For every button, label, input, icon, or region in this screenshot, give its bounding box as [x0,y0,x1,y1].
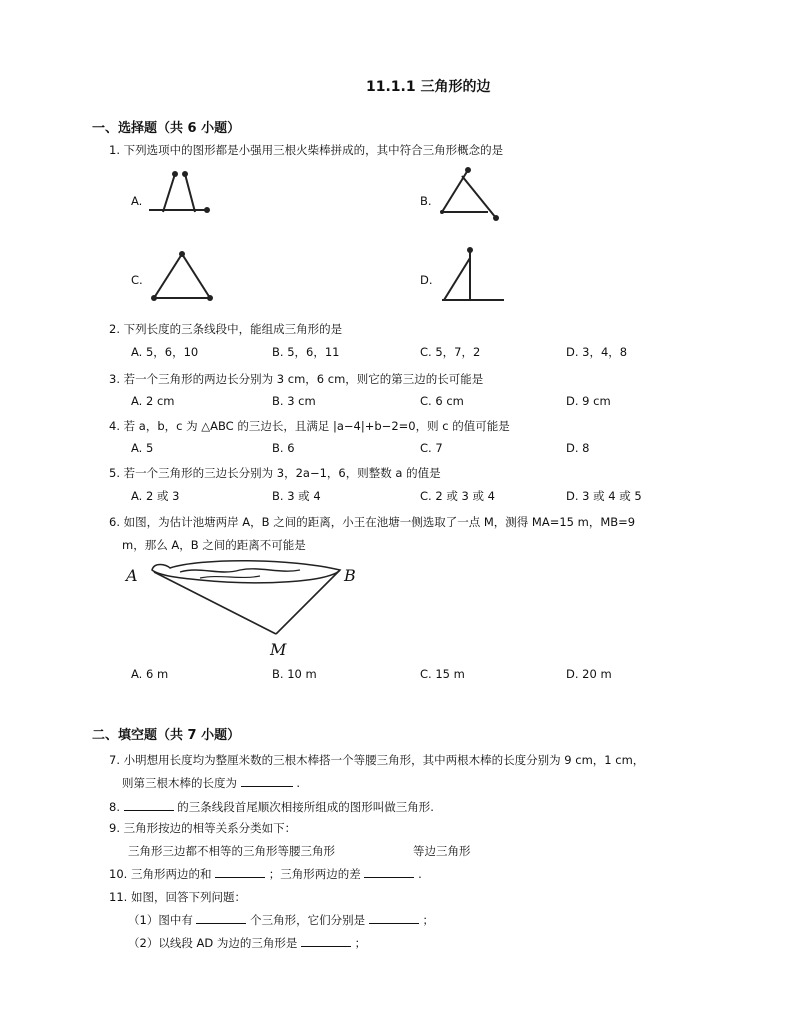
q8-text: 的三条线段首尾顺次相接所组成的图形叫做三角形. [177,800,434,814]
q8-number: 8. [109,800,120,814]
q4-option-d: D. 8 [566,441,590,455]
q5-option-d: D. 3 或 4 或 5 [566,489,642,503]
q5-option-a: A. 2 或 3 [131,489,180,503]
question-7-line1: 7. 小明想用长度均为整厘米数的三根木棒搭一个等腰三角形，其中两根木棒的长度分别为 9 cm，1 cm， [109,753,645,767]
question-7-line2 [122,775,300,791]
q11-sub1-post: ； [422,913,434,927]
q1-figure-d [440,244,510,304]
section-heading-choice: 一、选择题（共 6 小题） [92,121,241,136]
q6-option-c: C. 15 m [420,667,465,681]
q5-option-b: B. 3 或 4 [272,489,321,503]
q5-option-c: C. 2 或 3 或 4 [420,489,495,503]
q7-text-pre: 则第三根木棒的长度为 [122,776,237,790]
q3-option-d: D. 9 cm [566,394,611,408]
question-3-stem: 3. 若一个三角形的两边长分别为 3 cm，6 cm，则它的第三边的长可能是 [109,372,484,386]
q10-answer-blank-1[interactable] [215,866,265,878]
q6-point-m-label: M [270,640,287,659]
q3-option-a: A. 2 cm [131,394,175,408]
q1-option-a-label: A. [131,194,143,208]
question-6-stem-line2: m，那么 A，B 之间的距离不可能是 [122,538,306,552]
q10-text-mid: ；三角形两边的差 [268,867,361,881]
page-title: 11.1.1 三角形的边 [366,79,491,95]
question-9-stem: 9. 三角形按边的相等关系分类如下： [109,821,297,835]
q9-item-1: 三角形三边都不相等的三角形等腰三角形 [128,844,335,858]
q10-text-pre: 10. 三角形两边的和 [109,867,212,881]
q7-answer-blank[interactable] [241,775,293,787]
q9-item-2: 等边三角形 [413,844,471,858]
q1-figure-a [145,168,215,218]
q6-point-a-label: A [126,566,138,585]
q2-option-b: B. 5，6，11 [272,345,340,359]
q11-sub2-post: ； [354,936,367,950]
q1-figure-b [438,164,508,224]
q11-sub1-mid: 个三角形，它们分别是 [250,913,366,927]
q3-option-b: B. 3 cm [272,394,316,408]
q11-sub2-blank[interactable] [301,935,351,947]
q8-answer-blank[interactable] [124,799,174,811]
q1-option-c-label: C. [131,273,143,287]
q4-option-c: C. 7 [420,441,443,455]
q10-text-post: . [418,867,422,881]
q7-text-post: . [296,776,300,790]
q10-answer-blank-2[interactable] [364,866,414,878]
question-6-stem-line1: 6. 如图，为估计池塘两岸 A，B 之间的距离，小王在池塘一侧选取了一点 M，测得 MA=15 m，MB=9 [109,515,636,529]
question-5-stem: 5. 若一个三角形的三边长分别为 3，2a−1，6，则整数 a 的值是 [109,466,441,480]
q2-option-d: D. 3，4，8 [566,345,628,359]
q1-option-b-label: B. [420,194,432,208]
q4-option-b: B. 6 [272,441,295,455]
q6-option-d: D. 20 m [566,667,612,681]
question-2-stem: 2. 下列长度的三条线段中，能组成三角形的是 [109,322,343,336]
q11-sub2-pre: （2）以线段 AD 为边的三角形是 [128,936,298,950]
q4-option-a: A. 5 [131,441,154,455]
question-1-stem: 1. 下列选项中的图形都是小强用三根火柴棒拼成的，其中符合三角形概念的是 [109,143,504,157]
q11-sub1-pre: （1）图中有 [128,913,193,927]
q6-option-b: B. 10 m [272,667,317,681]
q6-point-b-label: B [344,566,356,585]
q11-sub1-blank-1[interactable] [196,912,246,924]
q2-option-c: C. 5，7，2 [420,345,481,359]
section-heading-fill: 二、填空题（共 7 小题） [92,728,241,743]
question-8 [109,799,434,815]
question-11-stem: 11. 如图，回答下列问题： [109,890,246,904]
q2-option-a: A. 5，6，10 [131,345,199,359]
q3-option-c: C. 6 cm [420,394,464,408]
q11-sub-1 [128,912,434,928]
q1-option-d-label: D. [420,273,433,287]
q6-option-a: A. 6 m [131,667,169,681]
q1-figure-c [148,250,218,304]
q11-sub-2 [128,935,366,951]
question-10 [109,866,422,882]
q11-sub1-blank-2[interactable] [369,912,419,924]
question-4-stem: 4. 若 a，b，c 为 △ABC 的三边长，且满足 |a−4|+b−2=0，则 c 的值可能是 [109,419,510,433]
q6-pond-figure [140,558,350,638]
